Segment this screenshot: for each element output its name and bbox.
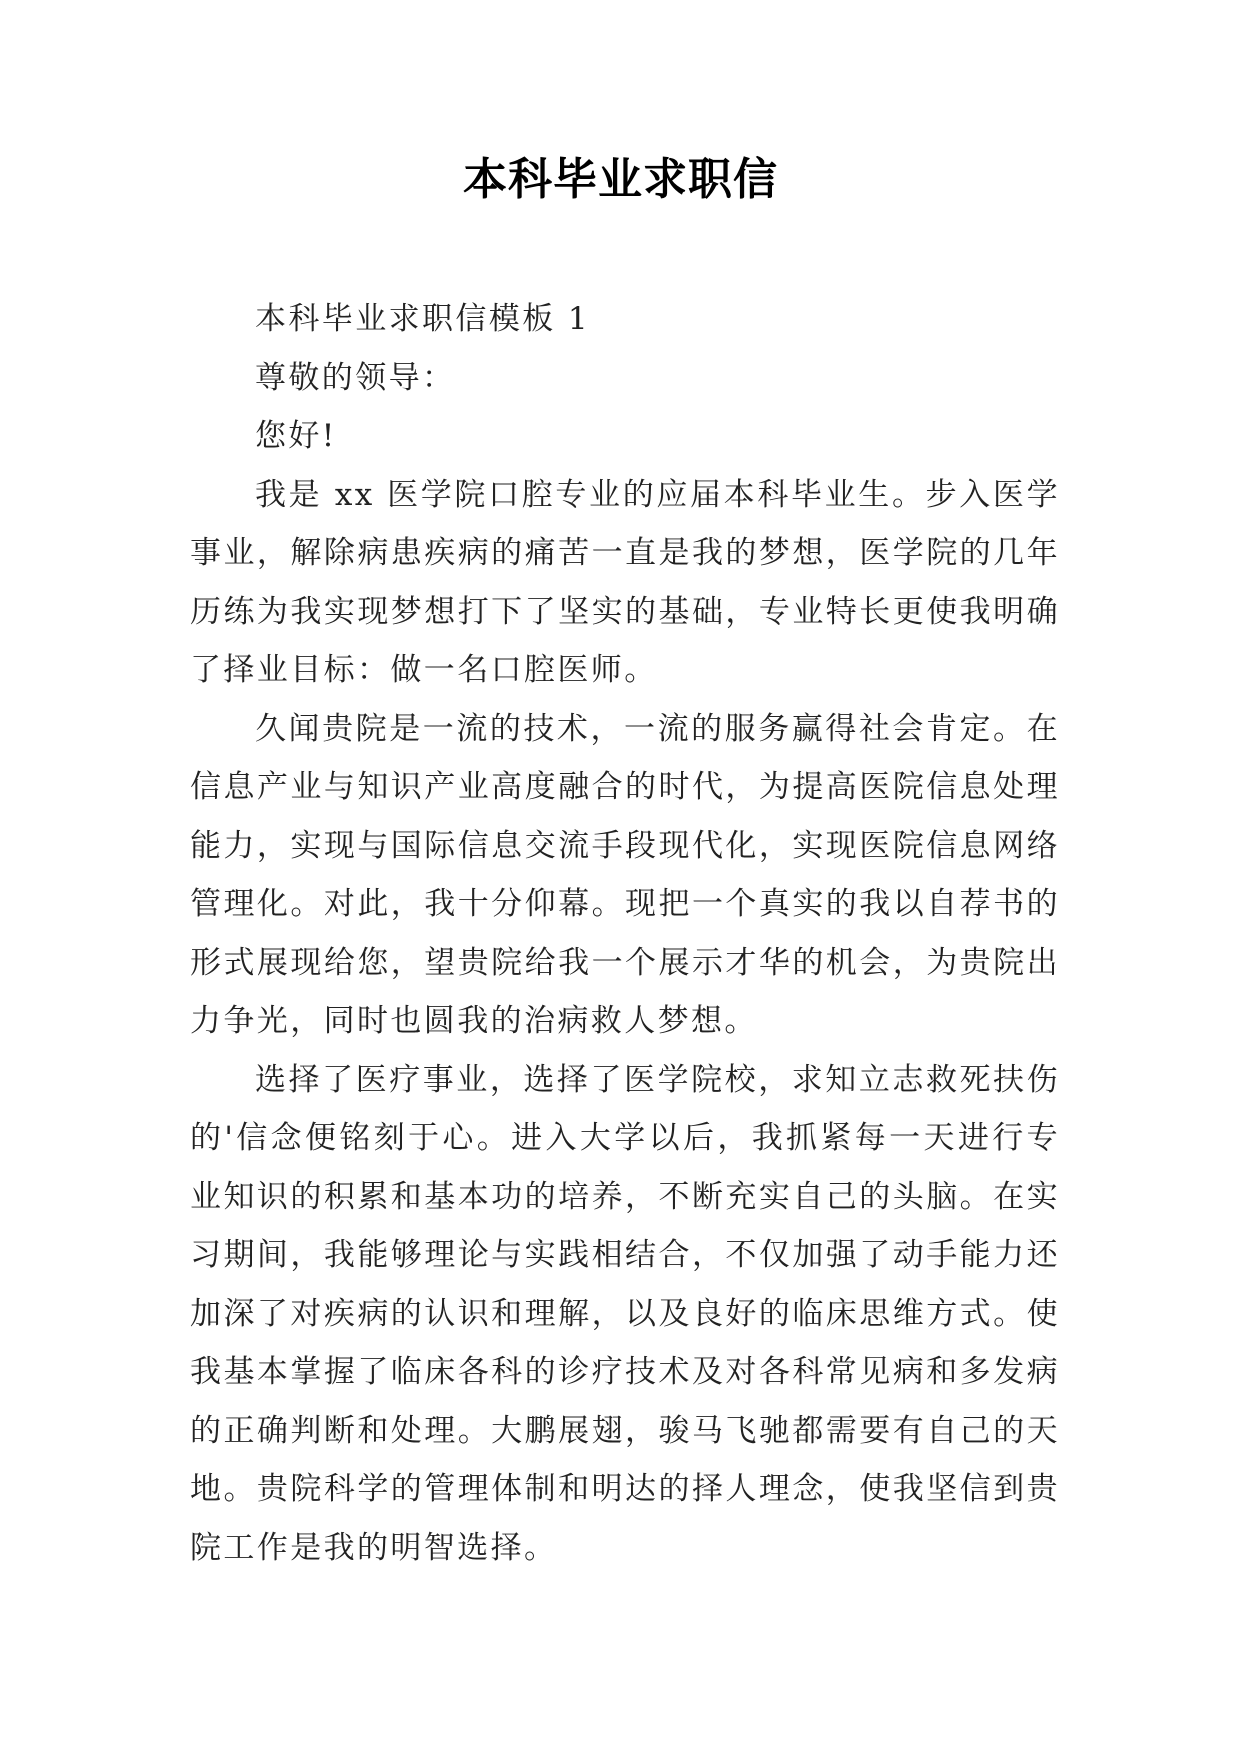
document-title: 本科毕业求职信: [463, 154, 778, 205]
paragraph-2: 久闻贵院是一流的技术，一流的服务赢得社会肯定。在信息产业与知识产业高度融合的时代，为提高医院信息处理能力，实现与国际信息交流手段现代化，实现医院信息网络管理化。对此，我十分仰幕。现把一个真实的我以自荐书的形式展现给您，望贵院给我一个展示才华的机会，为贵院出力争光，同时也圆我的治病救人梦想。: [190, 710, 1060, 1039]
letter-body: [190, 290, 1060, 1577]
salutation: 尊敬的领导：: [255, 359, 456, 396]
paragraph-1: 我是 xx 医学院口腔专业的应届本科毕业生。步入医学事业，解除病患疾病的痛苦一直是我的梦想，医学院的几年历练为我实现梦想打下了坚实的基础，专业特长更使我明确了择业目标：做一名口腔医师。: [190, 476, 1060, 688]
template-heading: 本科毕业求职信模板 1: [255, 301, 590, 337]
greeting: 您好!: [255, 418, 337, 454]
paragraph-3: 选择了医疗事业，选择了医学院校，求知立志救死扶伤的'信念便铭刻于心。进入大学以后，我抓紧每一天进行专业知识的积累和基本功的培养，不断充实自己的头脑。在实习期间，我能够理论与实践相结合，不仅加强了动手能力还加深了对疾病的认识和理解，以及良好的临床思维方式。使我基本掌握了临床各科的诊疗技术及对各科常见病和多发病的正确判断和处理。大鹏展翅，骏马飞驰都需要有自己的天地。贵院科学的管理体制和明达的择人理念，使我坚信到贵院工作是我的明智选择。: [190, 1061, 1060, 1566]
